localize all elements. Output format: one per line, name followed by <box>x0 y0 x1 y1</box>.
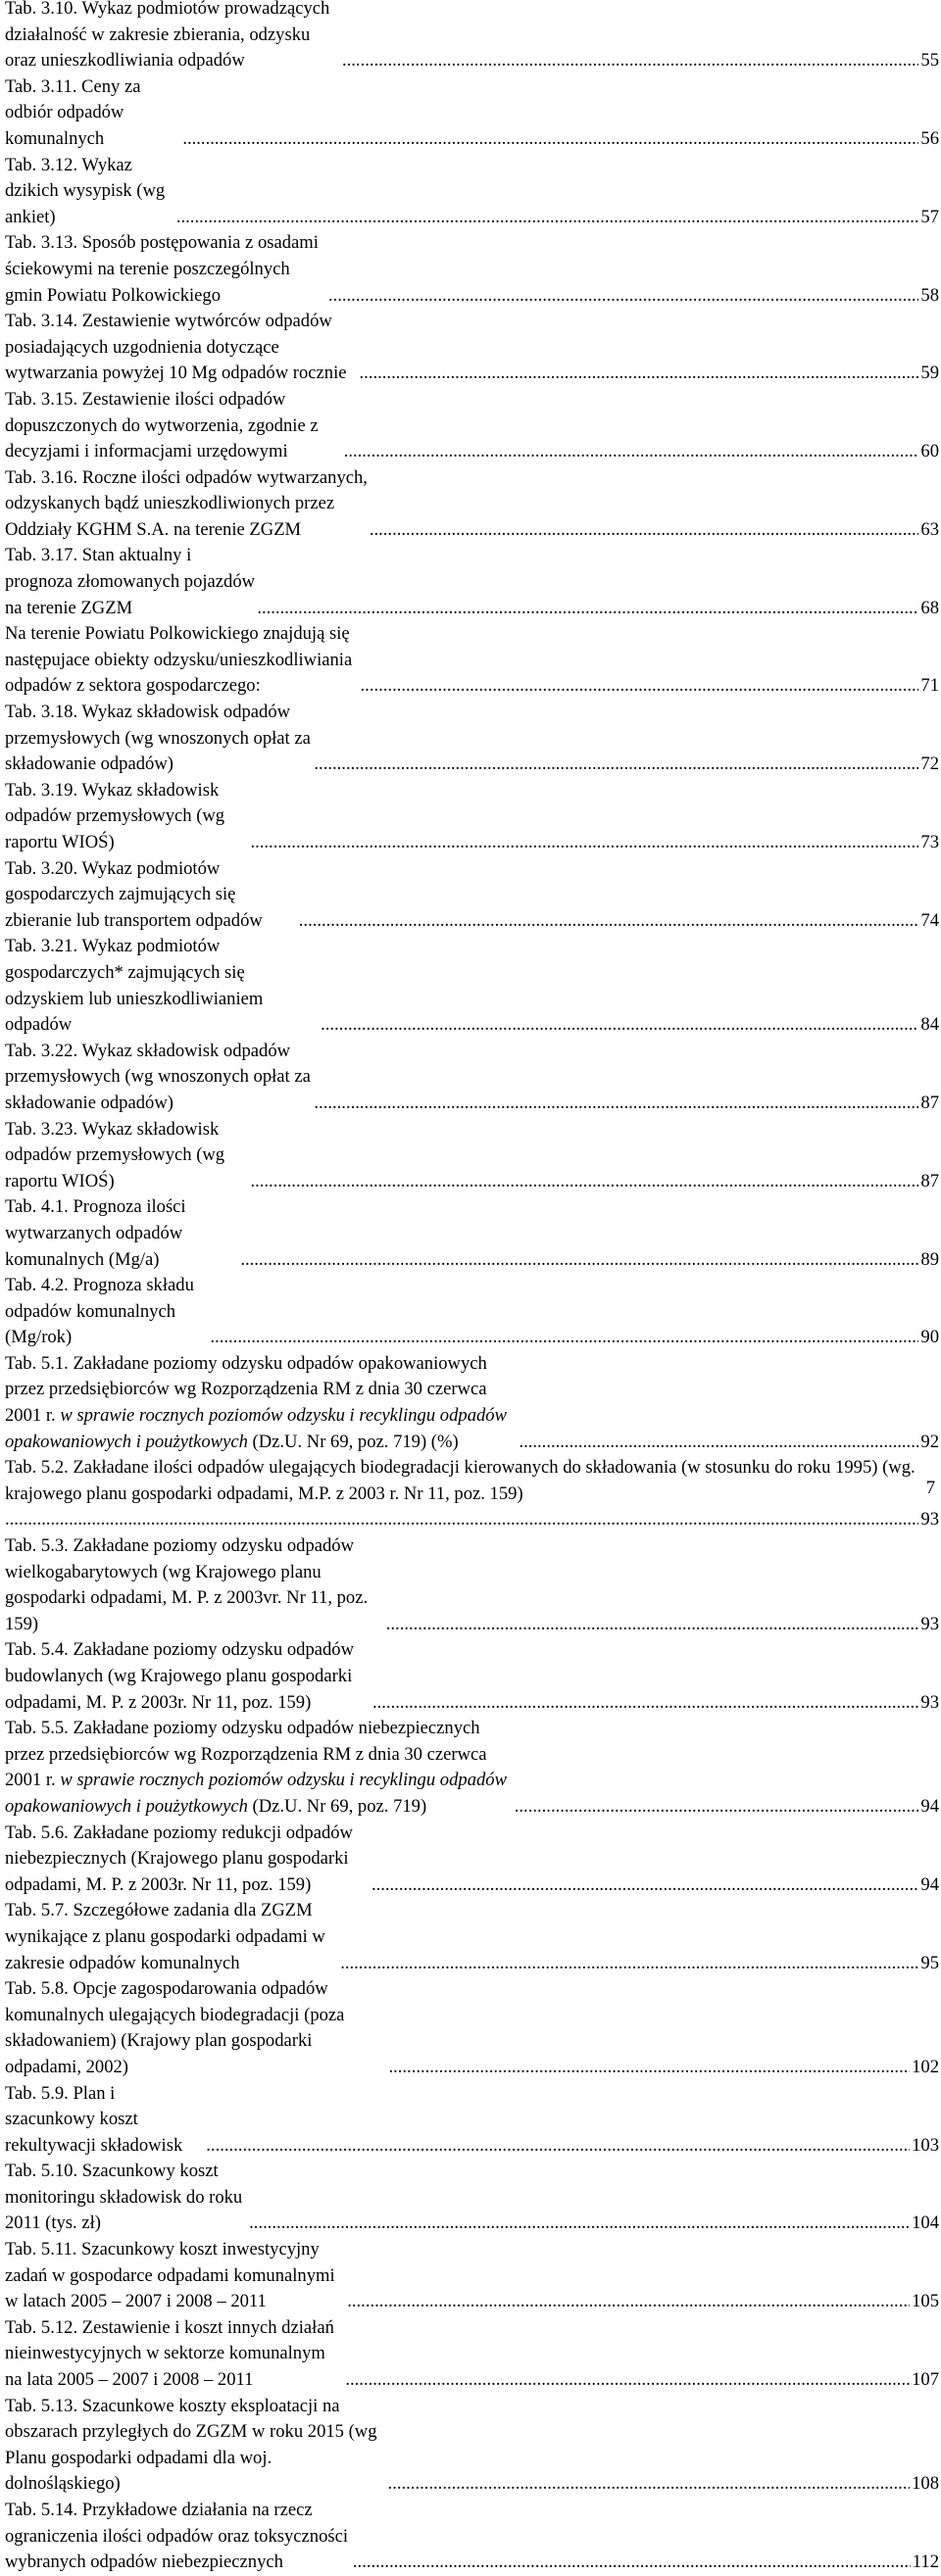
toc-entry-page: 58 <box>920 284 939 306</box>
toc-entry-title: Tab. 5.4. Zakładane poziomy odzysku odpadów budowlanych (wg Krajowego planu gospodarki odpadami, M. P. z 2003r. Nr 11, poz. 159) <box>5 1639 355 1713</box>
dot-leader <box>206 2133 910 2160</box>
toc-entry[interactable] <box>5 856 939 935</box>
toc-entry-page: 104 <box>912 2212 939 2234</box>
toc-entry[interactable] <box>5 1455 939 1533</box>
dot-leader <box>210 1325 918 1351</box>
toc-entry-page: 89 <box>920 1248 939 1270</box>
toc-entry-page: 73 <box>920 832 939 852</box>
toc-entry-page: 93 <box>920 1509 939 1531</box>
toc-entry[interactable] <box>5 934 939 1038</box>
toc-entry-page: 57 <box>920 206 939 227</box>
page-number: 7 <box>925 1478 935 1498</box>
toc-entry-page: 59 <box>920 363 939 384</box>
toc-entry-page: 55 <box>920 50 939 72</box>
toc-entry-page: 74 <box>920 909 939 931</box>
dot-leader <box>314 752 918 778</box>
dot-leader <box>249 2211 910 2237</box>
toc-entry[interactable] <box>5 2081 939 2160</box>
toc-entry[interactable] <box>5 465 939 544</box>
toc-entry-page: 108 <box>912 2473 939 2495</box>
toc-entry-title: Tab. 3.18. Wykaz składowisk odpadów przemysłowych (wg wnoszonych opłat za składowanie odpadów) <box>5 702 311 775</box>
toc-entry[interactable] <box>5 1821 939 1899</box>
toc-entry-title: Tab. 3.22. Wykaz składowisk odpadów przemysłowych (wg wnoszonych opłat za składowanie odpadów) <box>5 1040 311 1113</box>
dot-leader <box>361 673 919 700</box>
dot-leader <box>328 283 919 310</box>
toc-entry-title: Tab. 3.14. Zestawienie wytwórców odpadów posiadających uzgodnienia dotyczące wytwarzania powyżej 10 Mg odpadów rocznie <box>5 311 347 384</box>
dot-leader <box>372 1690 918 1717</box>
dot-leader <box>388 2055 910 2081</box>
dot-leader <box>360 361 919 387</box>
dot-leader <box>345 2367 910 2394</box>
dot-leader <box>388 2471 911 2498</box>
toc-entry-title: Tab. 3.21. Wykaz podmiotów gospodarczych* zajmujących się odzyskiem lub unieszkodliwianiem odpadów <box>5 936 264 1036</box>
toc-entry-page: 102 <box>912 2056 939 2077</box>
toc-entry[interactable] <box>5 309 939 387</box>
toc-entry-page: 87 <box>920 1092 939 1113</box>
toc-entry-page: 90 <box>920 1327 939 1348</box>
toc-entry[interactable] <box>5 2394 939 2498</box>
toc-entry[interactable] <box>5 1194 939 1273</box>
toc-entry[interactable] <box>5 1716 939 1820</box>
toc-entry[interactable] <box>5 74 939 153</box>
toc-entry-page: 92 <box>920 1431 939 1452</box>
toc-entry[interactable] <box>5 2159 939 2237</box>
toc-entry-title: Tab. 5.12. Zestawienie i koszt innych działań nieinwestycyjnych w sektorze komunalnym na lata 2005 – 2007 i 2008 – 2011 <box>5 2316 334 2391</box>
toc-entry[interactable] <box>5 0 939 74</box>
toc-entry[interactable] <box>5 700 939 778</box>
toc-entry-page: 72 <box>920 753 939 775</box>
toc-entry-title: Tab. 4.1. Prognoza ilości wytwarzanych odpadów komunalnych (Mg/a) <box>5 1196 186 1270</box>
toc-entry-title: Tab. 5.6. Zakładane poziomy redukcji odpadów niebezpiecznych (Krajowego planu gospodarki odpadami, M. P. z 2003r. Nr 11, poz. 159) <box>5 1822 353 1895</box>
toc-entry[interactable] <box>5 778 939 856</box>
toc-entry-title: Tab. 3.10. Wykaz podmiotów prowadzących działalność w zakresie zbierania, odzysku oraz unieszkodliwiania odpadów <box>5 0 330 72</box>
toc-entry-title: Tab. 5.7. Szczegółowe zadania dla ZGZM wynikające z planu gospodarki odpadami w zakresie odpadów komunalnych <box>5 1900 325 1973</box>
dot-leader <box>299 908 919 935</box>
dot-leader <box>519 1430 918 1456</box>
toc-entry-title: Tab. 5.2. Zakładane ilości odpadów ulegających biodegradacji kierowanych do składowania (w stosunku do roku 1995) (wg. krajowego planu gospodarki odpadami, M.P. z 2003 r. Nr 11, poz. 159) <box>5 1457 916 1504</box>
toc-entry-title: Tab. 3.12. Wykaz dzikich wysypisk (wg ankiet) <box>5 154 166 227</box>
toc-entry-page: 94 <box>920 1795 939 1817</box>
toc-entry-page: 84 <box>920 1014 939 1036</box>
dot-leader <box>182 126 918 153</box>
toc-entry-page: 93 <box>920 1691 939 1713</box>
toc-entry-title: Tab. 3.11. Ceny za odbiór odpadów komunalnych <box>5 75 141 149</box>
dot-leader <box>250 830 918 856</box>
toc-entry[interactable] <box>5 387 939 465</box>
toc-entry[interactable] <box>5 621 939 700</box>
toc-entry[interactable] <box>5 1273 939 1351</box>
toc-entry[interactable] <box>5 2498 939 2576</box>
dot-leader <box>371 1872 918 1899</box>
dot-leader <box>321 1012 918 1039</box>
dot-leader <box>347 2289 910 2315</box>
dot-leader <box>250 1169 918 1195</box>
toc-entry[interactable] <box>5 543 939 621</box>
toc-entry-page: 112 <box>912 2552 939 2573</box>
toc-entry-title: Tab. 5.13. Szacunkowe koszty eksploatacji na obszarach przyległych do ZGZM w roku 2015 (wg Planu gospodarki odpadami dla woj. dolnośląskiego) <box>5 2395 377 2495</box>
toc-entry-page: 71 <box>920 675 939 697</box>
dot-leader <box>515 1794 919 1821</box>
toc-entry-page: 105 <box>912 2291 939 2312</box>
toc-entry-title: Tab. 3.23. Wykaz składowisk odpadów przemysłowych (wg raportu WIOŚ) <box>5 1118 225 1191</box>
toc-entry-page: 63 <box>920 518 939 540</box>
toc-entry-title: Tab. 5.10. Szacunkowy koszt monitoringu składowisk do roku 2011 (tys. zł) <box>5 2161 243 2234</box>
toc-entry-page: 94 <box>920 1873 939 1895</box>
toc-entry-title: Tab. 3.19. Wykaz składowisk odpadów przemysłowych (wg raportu WIOŚ) <box>5 779 225 852</box>
toc-entry-title: Tab. 5.9. Plan i szacunkowy koszt rekultywacji składowisk <box>5 2082 183 2156</box>
toc-entry-title: Tab. 5.3. Zakładane poziomy odzysku odpadów wielkogabarytowych (wg Krajowego planu gospodarki odpadami, M. P. z 2003vr. Nr 11, poz. 159) <box>5 1535 369 1634</box>
toc-entry-title: Tab. 5.1. Zakładane poziomy odzysku odpadów opakowaniowych przez przedsiębiorców wg Rozporządzenia RM z dnia 30 czerwca 2001 r. w sprawie rocznych poziomów odzysku i recyklingu odpadów opakowaniowych i poużytkowych (Dz.U. Nr 69, poz. 719) (%) <box>5 1352 507 1452</box>
toc-entry-page: 103 <box>912 2134 939 2156</box>
toc-entry[interactable] <box>5 1637 939 1716</box>
dot-leader <box>370 517 919 544</box>
toc-entry-page: 60 <box>920 441 939 462</box>
toc-entry-title: Tab. 3.16. Roczne ilości odpadów wytwarzanych, odzyskanych bądź unieszkodliwionych przez Oddziały KGHM S.A. na terenie ZGZM <box>5 466 368 540</box>
toc-entry-page: 56 <box>920 127 939 149</box>
toc-entry-title: Tab. 3.13. Sposób postępowania z osadami ściekowymi na terenie poszczególnych gmin Powiatu Polkowickiego <box>5 232 319 306</box>
toc-entry[interactable] <box>5 1039 939 1117</box>
toc-entry[interactable] <box>5 1533 939 1637</box>
toc-entry[interactable] <box>5 1976 939 2080</box>
toc-entry-page: 95 <box>920 1952 939 1973</box>
toc-entry[interactable] <box>5 153 939 231</box>
toc-entry[interactable] <box>5 1898 939 1976</box>
toc-entry-title: Tab. 5.14. Przykładowe działania na rzecz ograniczenia ilości odpadów oraz toksyczności wybranych odpadów niebezpiecznych <box>5 2500 349 2573</box>
toc-entry-page: 87 <box>920 1170 939 1191</box>
dot-leader <box>314 1091 918 1117</box>
toc-entry-title: Tab. 5.11. Szacunkowy koszt inwestycyjny zadań w gospodarce odpadami komunalnymi w latach 2005 – 2007 i 2008 – 2011 <box>5 2239 335 2312</box>
dot-leader <box>176 205 919 231</box>
toc-entry-page: 68 <box>920 597 939 618</box>
table-of-tables <box>5 0 939 2576</box>
toc-entry-title: Na terenie Powiatu Polkowickiego znajdują się następujace obiekty odzysku/unieszkodliwiania odpadów z sektora gospodarczego: <box>5 623 353 697</box>
toc-entry-page: 107 <box>912 2369 939 2391</box>
toc-entry[interactable] <box>5 2315 939 2394</box>
dot-leader <box>353 2550 911 2576</box>
toc-entry-title: Tab. 5.8. Opcje zagospodarowania odpadów komunalnych ulegających biodegradacji (poza składowaniem) (Krajowy plan gospodarki odpadami, 2002) <box>5 1978 345 2077</box>
toc-entry[interactable] <box>5 1117 939 1195</box>
toc-entry-title: Tab. 3.20. Wykaz podmiotów gospodarczych zajmujących się zbieranie lub transportem odpadów <box>5 857 263 931</box>
dot-leader <box>257 596 918 622</box>
dot-leader <box>5 1507 918 1533</box>
toc-entry[interactable] <box>5 2237 939 2315</box>
toc-entry-page: 93 <box>920 1613 939 1634</box>
toc-entry[interactable] <box>5 1351 939 1455</box>
dot-leader <box>342 48 918 74</box>
toc-entry-title: Tab. 4.2. Prognoza składu odpadów komunalnych (Mg/rok) <box>5 1275 194 1348</box>
dot-leader <box>340 1951 918 1977</box>
dot-leader <box>344 439 919 465</box>
toc-entry-title: Tab. 3.17. Stan aktualny i prognoza złomowanych pojazdów na terenie ZGZM <box>5 545 256 618</box>
toc-entry[interactable] <box>5 230 939 309</box>
toc-entry-title: Tab. 3.15. Zestawienie ilości odpadów dopuszczonych do wytworzenia, zgodnie z decyzjami i informacjami urzędowymi <box>5 388 319 462</box>
dot-leader <box>386 1612 919 1638</box>
toc-entry-title: Tab. 5.5. Zakładane poziomy odzysku odpadów niebezpiecznych przez przedsiębiorców wg Rozporządzenia RM z dnia 30 czerwca 2001 r. w sprawie rocznych poziomów odzysku i recyklingu odpadów opakowaniowych i poużytkowych (Dz.U. Nr 69, poz. 719) <box>5 1718 507 1817</box>
dot-leader <box>240 1247 918 1274</box>
